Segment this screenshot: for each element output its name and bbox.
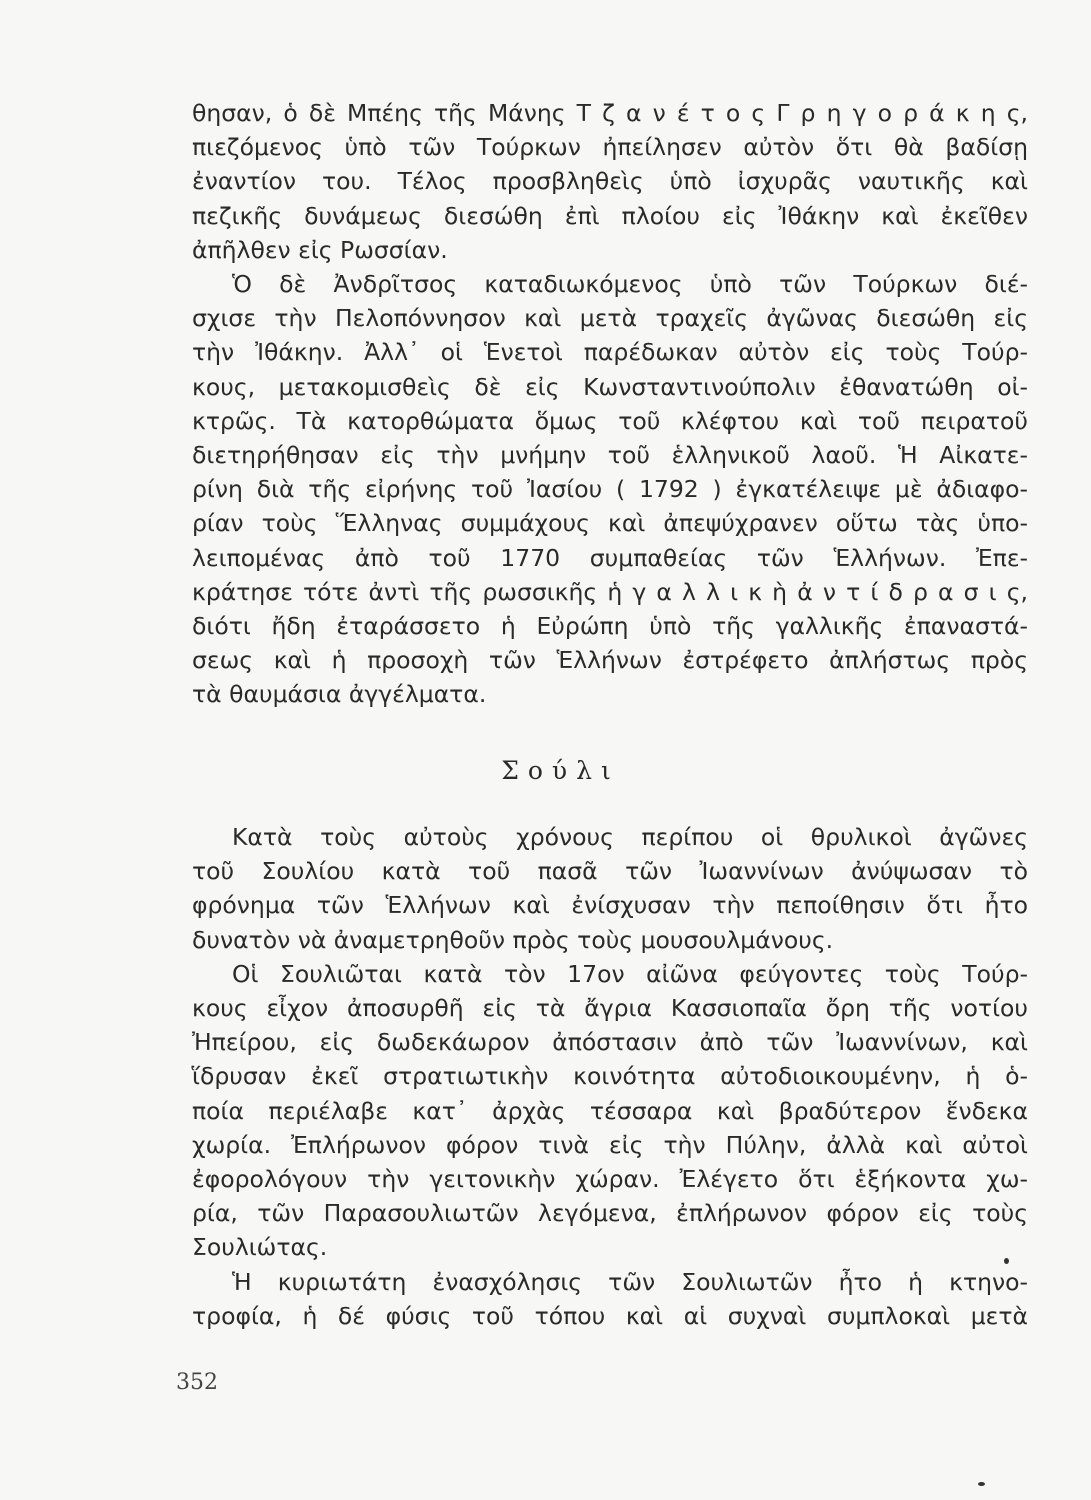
text-line: τὴν Ἰθάκην. Ἀλλ᾽ οἱ Ἑνετοὶ παρέδωκαν αὐτὸν εἰς τοὺς Τούρ-	[192, 338, 1028, 367]
text-line: ρίαν τοὺς Ἕλληνας συμμάχους καὶ ἀπεψύχρανεν οὕτω τὰς ὑπο-	[192, 509, 1028, 538]
upper-text-block	[192, 96, 1028, 712]
ink-speck	[978, 1482, 985, 1486]
ink-speck	[1004, 1258, 1009, 1264]
text-line: φρόνημα τῶν Ἑλλήνων καὶ ἐνίσχυσαν τὴν πεποίθησιν ὅτι ἦτο	[192, 891, 1028, 920]
text-line: ρία, τῶν Παρασουλιωτῶν λεγόμενα, ἐπλήρωνον φόρον εἰς τοὺς	[192, 1199, 1028, 1228]
text-line: διετηρήθησαν εἰς τὴν μνήμην τοῦ ἑλληνικοῦ λαοῦ. Ἡ Αἰκατε-	[192, 441, 1028, 470]
text-line: τὰ θαυμάσια ἀγγέλματα.	[192, 680, 487, 709]
page-number: 352	[176, 1370, 218, 1395]
text-line: Ἡ κυριωτάτη ἐνασχόλησις τῶν Σουλιωτῶν ἦτο ἡ κτηνο-	[232, 1267, 1028, 1296]
paragraph-4	[192, 957, 1028, 1265]
text-line: σχισε τὴν Πελοπόννησον καὶ μετὰ τραχεῖς ἀγῶνας διεσώθη εἰς	[192, 304, 1028, 333]
text-line: ἵδρυσαν ἐκεῖ στρατιωτικὴν κοινότητα αὐτοδιοικουμένην, ἡ ὁ-	[192, 1062, 1028, 1091]
text-line: κτρῶς. Τὰ κατορθώματα ὅμως τοῦ κλέφτου καὶ τοῦ πειρατοῦ	[192, 406, 1028, 435]
text-line: κους εἶχον ἀποσυρθῆ εἰς τὰ ἄγρια Κασσιοπαῖα ὄρη τῆς νοτίου	[192, 994, 1028, 1023]
text-line: ἐφορολόγουν τὴν γειτονικὴν χώραν. Ἐλέγετο ὅτι ἑξήκοντα χω-	[192, 1165, 1028, 1194]
text-line: τροφία, ἡ δέ φύσις τοῦ τόπου καὶ αἱ συχναὶ συμπλοκαὶ μετὰ	[192, 1301, 1028, 1330]
text-line: διότι ἤδη ἐταράσσετο ἡ Εὐρώπη ὑπὸ τῆς γαλλικῆς ἐπαναστά-	[192, 612, 1028, 641]
text-line: ρίνη διὰ τῆς εἰρήνης τοῦ Ἰασίου ( 1792 ) ἐγκατέλειψε μὲ ἀδιαφο-	[192, 475, 1028, 504]
paragraph-1	[192, 96, 1028, 267]
text-line: κους, μετακομισθεὶς δὲ εἰς Κωνσταντινούπολιν ἐθανατώθη οἰ-	[192, 372, 1028, 401]
text-line: ἐναντίον του. Τέλος προσβληθεὶς ὑπὸ ἰσχυρᾶς ναυτικῆς καὶ	[192, 167, 1028, 196]
text-line: θησαν, ὁ δὲ Μπέης τῆς Μάνης Τ ζ α ν έ τ ο ς Γ ρ η γ ο ρ ά κ η ς,	[192, 99, 1028, 127]
section-heading: Σούλι	[501, 756, 620, 785]
paragraph-2	[192, 267, 1028, 712]
text-line: Κατὰ τοὺς αὐτοὺς χρόνους περίπου οἱ θρυλικοὶ ἀγῶνες	[232, 823, 1028, 851]
lower-text-block	[192, 820, 1028, 1333]
text-line: Ὁ δὲ Ἀνδρῖτσος καταδιωκόμενος ὑπὸ τῶν Τούρκων διέ-	[232, 270, 1028, 299]
text-line: Ἠπείρου, εἰς δωδεκάωρον ἀπόστασιν ἀπὸ τῶν Ἰωαννίνων, καὶ	[192, 1028, 1028, 1057]
text-line: δυνατὸν νὰ ἀναμετρηθοῦν πρὸς τοὺς μουσουλμάνους.	[192, 925, 834, 954]
text-line: πιεζόμενος ὑπὸ τῶν Τούρκων ἠπείλησεν αὐτὸν ὅτι θὰ βαδίσῃ	[192, 133, 1028, 162]
text-line: κράτησε τότε ἀντὶ τῆς ρωσσικῆς ἡ γ α λ λ ι κ ὴ ἀ ν τ ί δ ρ α σ ι ς,	[192, 577, 1028, 606]
text-line: λειπομένας ἀπὸ τοῦ 1770 συμπαθείας τῶν Ἑλλήνων. Ἐπε-	[192, 543, 1028, 572]
text-line: πεζικῆς δυνάμεως διεσώθη ἐπὶ πλοίου εἰς Ἰθάκην καὶ ἐκεῖθεν	[192, 201, 1028, 230]
text-line: τοῦ Σουλίου κατὰ τοῦ πασᾶ τῶν Ἰωαννίνων ἀνύψωσαν τὸ	[192, 857, 1028, 886]
text-line: χωρία. Ἐπλήρωνον φόρον τινὰ εἰς τὴν Πύλην, ἀλλὰ καὶ αὐτοὶ	[192, 1130, 1028, 1159]
text-line: Οἱ Σουλιῶται κατὰ τὸν 17ον αἰῶνα φεύγοντες τοὺς Τούρ-	[232, 959, 1028, 988]
text-line: ἀπῆλθεν εἰς Ρωσσίαν.	[192, 235, 448, 264]
paragraph-3	[192, 820, 1028, 957]
paragraph-5	[192, 1265, 1028, 1333]
text-line: Σουλιώτας.	[192, 1233, 328, 1262]
text-line: σεως καὶ ἡ προσοχὴ τῶν Ἑλλήνων ἐστρέφετο ἀπλήστως πρὸς	[192, 646, 1028, 675]
text-line: ποία περιέλαβε κατ᾽ ἀρχὰς τέσσαρα καὶ βραδύτερον ἕνδεκα	[192, 1096, 1028, 1125]
